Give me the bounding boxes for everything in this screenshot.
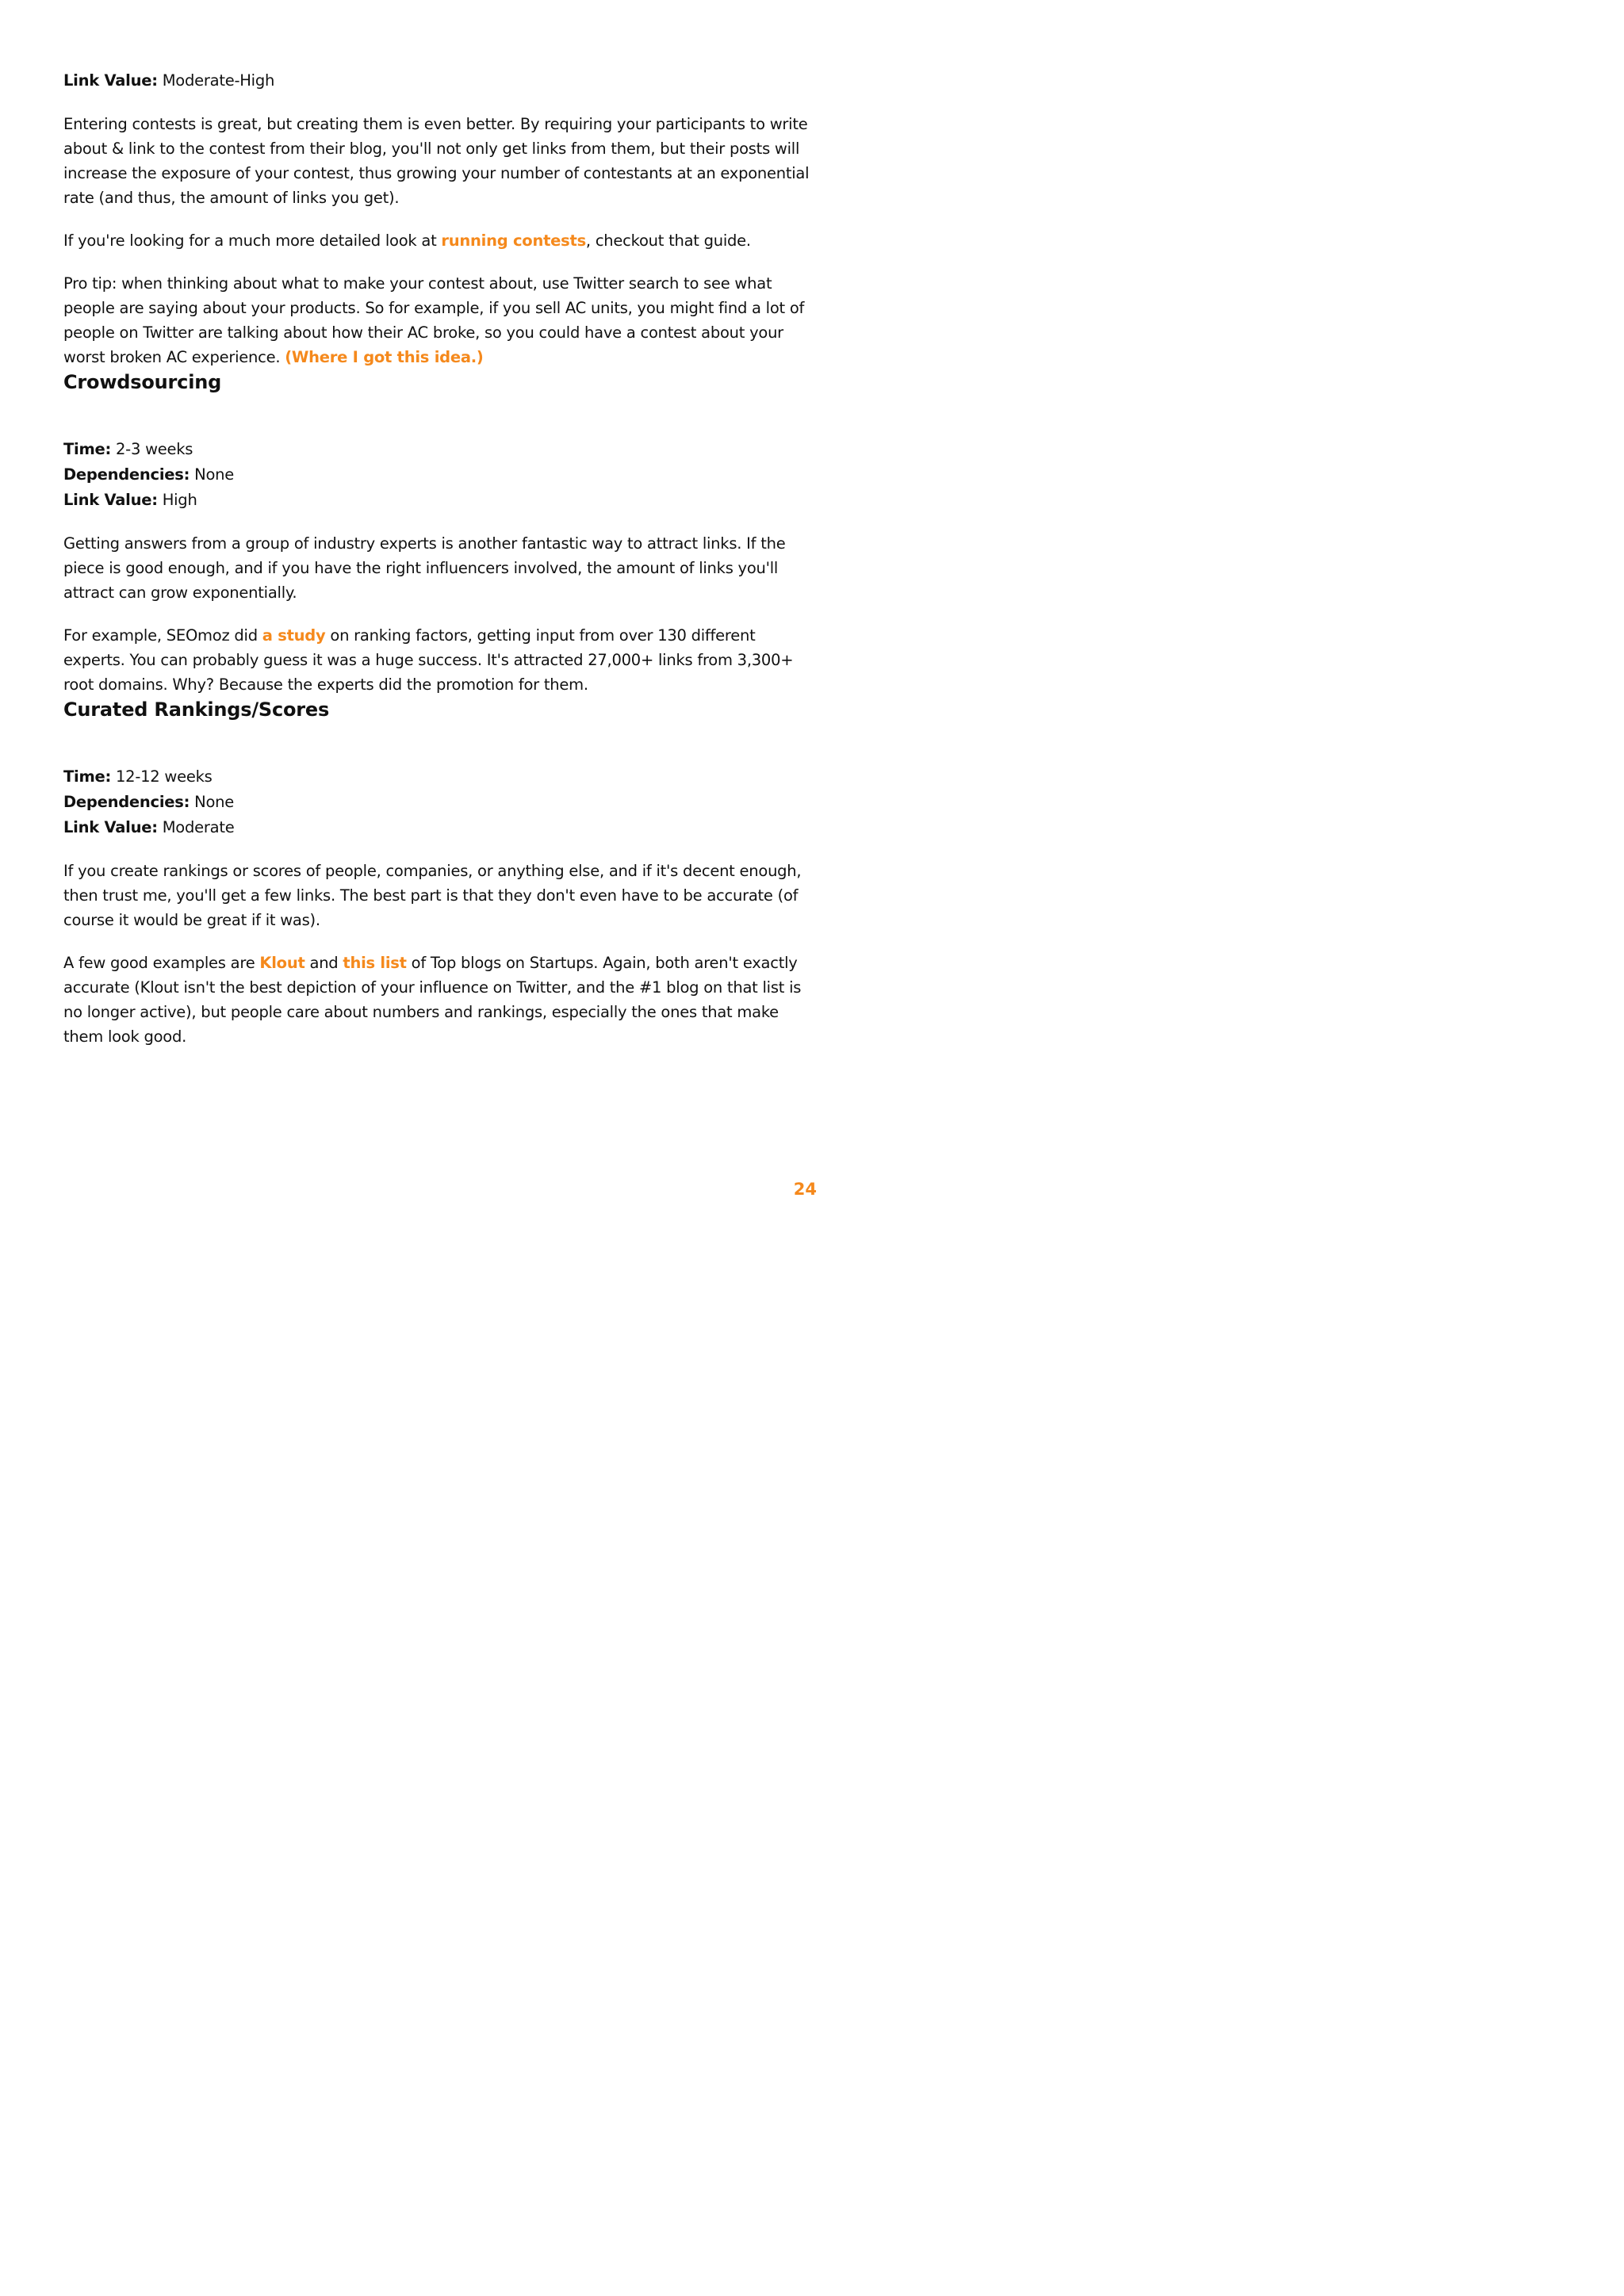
curated-rankings-heading: Curated Rankings/Scores <box>63 698 330 721</box>
running-contests-paragraph <box>63 228 821 253</box>
page-number: 24 <box>793 1180 817 1199</box>
running-text-before: If you're looking for a much more detailed look at <box>63 232 442 250</box>
examples-text-after: of Top blogs on Startups. Again, both aren't exactly accurate (Klout isn't the best depiction of your influence on Twitter, and the #1 blog on that list is no longer active), but people care about numbers and rankings, especially the ones that make them look good. <box>63 954 802 1046</box>
time-label: Time: <box>63 440 112 458</box>
link-value-value: Moderate <box>157 818 235 836</box>
curated-dependencies <box>63 790 821 815</box>
curated-link-value <box>63 815 821 840</box>
crowdsourcing-link-value <box>63 488 821 513</box>
crowdsourcing-paragraph-2 <box>63 623 821 697</box>
running-text-after: , checkout that guide. <box>585 232 751 250</box>
study-link[interactable]: a study <box>262 626 326 645</box>
contest-paragraph: Entering contests is great, but creating them is even better. By requiring your participants to write about & link to the contest from their blog, you'll not only get links from them, but their posts will increase the exposure of your contest, thus growing your number of contestants at an exponential rate (and thus, the amount of links you get). <box>63 115 810 207</box>
time-value: 2-3 weeks <box>111 440 193 458</box>
examples-text-mid: and <box>304 954 343 972</box>
examples-text-before: A few good examples are <box>63 954 260 972</box>
link-value-label: Link Value: <box>63 818 158 836</box>
dependencies-label: Dependencies: <box>63 465 190 484</box>
study-text-after: on ranking factors, getting input from over 130 different experts. You can probably guess it was a huge success. It's attracted 27,000+ links from 3,300+ root domains. Why? Because the experts did the promotion for them. <box>63 626 794 694</box>
crowdsourcing-dependencies <box>63 462 821 488</box>
study-text-before: For example, SEOmoz did <box>63 626 262 645</box>
klout-link[interactable]: Klout <box>259 954 305 972</box>
dependencies-label: Dependencies: <box>63 793 190 811</box>
crowdsourcing-heading: Crowdsourcing <box>63 371 222 393</box>
crowdsourcing-time <box>63 437 821 462</box>
link-value-value: High <box>157 491 197 509</box>
crowdsourcing-paragraph-1: Getting answers from a group of industry experts is another fantastic way to attract links. If the piece is good enough, and if you have the right influencers involved, the amount of links you'll attract can grow exponentially. <box>63 534 786 602</box>
curated-paragraph-1: If you create rankings or scores of people, companies, or anything else, and if it's decent enough, then trust me, you'll get a few links. The best part is that they don't even have to be accurate (of course it would be great if it was). <box>63 862 802 929</box>
idea-source-link[interactable]: (Where I got this idea.) <box>285 348 484 366</box>
time-value: 12-12 weeks <box>111 767 213 786</box>
pro-tip-text: Pro tip: when thinking about what to make your contest about, use Twitter search to see what people are saying about your products. So for example, if you sell AC units, you might find a lot of people on Twitter are talking about how their AC broke, so you could have a contest about your worst broken AC experience. <box>63 274 805 366</box>
time-label: Time: <box>63 767 112 786</box>
link-value-value: Moderate-High <box>157 71 275 90</box>
link-value-label: Link Value: <box>63 491 158 509</box>
dependencies-value: None <box>190 465 234 484</box>
curated-paragraph-2 <box>63 951 821 1049</box>
document-body <box>63 68 821 1049</box>
link-value-label: Link Value: <box>63 71 158 90</box>
curated-meta <box>63 764 821 840</box>
link-value-line <box>63 68 821 94</box>
crowdsourcing-meta <box>63 437 821 513</box>
curated-time <box>63 764 821 790</box>
this-list-link[interactable]: this list <box>343 954 407 972</box>
running-contests-link[interactable]: running contests <box>441 232 586 250</box>
pro-tip-paragraph <box>63 271 821 369</box>
dependencies-value: None <box>190 793 234 811</box>
